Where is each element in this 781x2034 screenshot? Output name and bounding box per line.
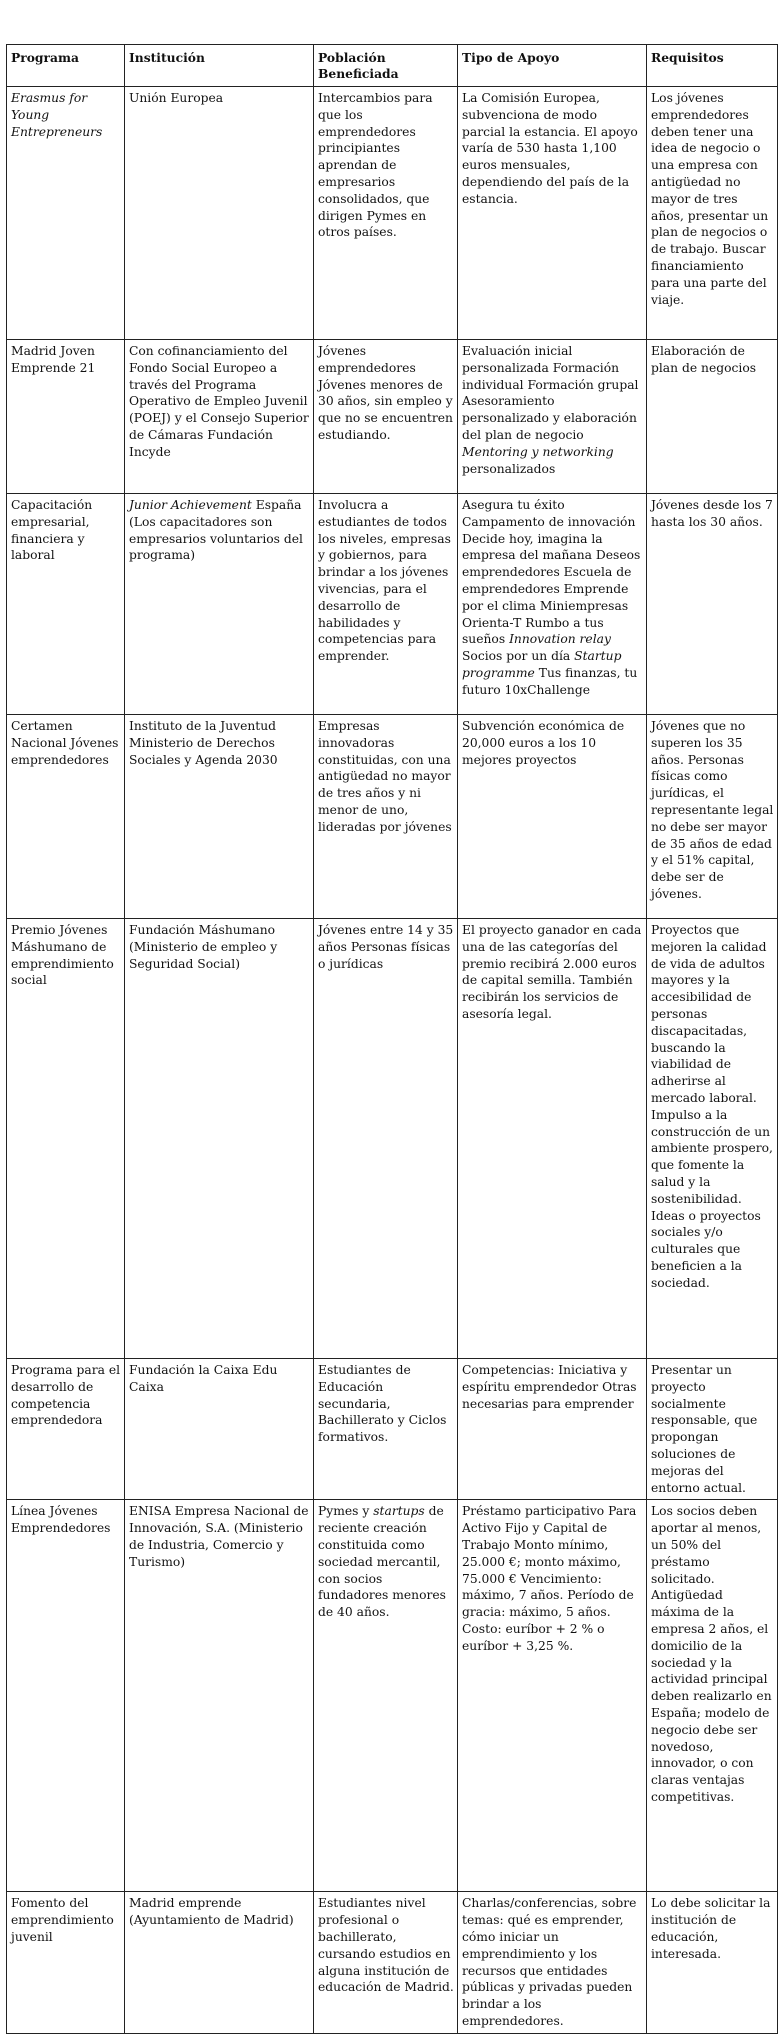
cell-requisitos: Elaboración de plan de negocios [647,340,778,494]
cell-institucion: Fundación Máshumano (Ministerio de empleo y Seguridad Social) [125,919,314,1359]
cell-programa: Erasmus for Young Entrepreneurs [7,87,125,340]
table-row [7,340,778,494]
cell-poblacion: Estudiantes nivel profesional o bachillerato, cursando estudios en alguna institución de educación de Madrid. [314,1892,458,2033]
header-programa: Programa [7,45,125,87]
cell-poblacion: Jóvenes emprendedores Jóvenes menores de 30 años, sin empleo y que no se encuentren estudiando. [314,340,458,494]
header-poblacion: Población Beneficiada [314,45,458,87]
cell-poblacion: Empresas innovadoras constituidas, con una antigüedad no mayor de tres años y ni menor de uno, lideradas por jóvenes [314,715,458,919]
cell-tipo-apoyo: El proyecto ganador en cada una de las categorías del premio recibirá 2.000 euros de capital semilla. También recibirán los servicios de asesoría legal. [458,919,647,1359]
cell-tipo-apoyo [458,340,647,494]
cell-programa: Programa para el desarrollo de competencia emprendedora [7,1359,125,1500]
table-row [7,919,778,1359]
text-run-italic: Mentoring y networking [462,444,614,459]
cell-tipo-apoyo: Subvención económica de 20,000 euros a los 10 mejores proyectos [458,715,647,919]
header-requisitos: Requisitos [647,45,778,87]
cell-institucion: Fundación la Caixa Edu Caixa [125,1359,314,1500]
cell-programa: Madrid Joven Emprende 21 [7,340,125,494]
cell-requisitos: Presentar un proyecto socialmente responsable, que propongan soluciones de mejoras del entorno actual. [647,1359,778,1500]
text-run: Socios por un día [462,649,575,664]
text-run-italic: Startup programme [462,649,622,680]
cell-requisitos: Lo debe solicitar la institución de educación, interesada. [647,1892,778,2033]
text-run: España (Los capacitadores son empresarios voluntarios del programa) [129,498,303,563]
cell-programa: Capacitación empresarial, financiera y laboral [7,494,125,715]
cell-poblacion: Intercambios para que los emprendedores principiantes aprendan de empresarios consolidados, que dirigen Pymes en otros países. [314,87,458,340]
cell-institucion [125,494,314,715]
text-run: Tus finanzas, tu futuro 10xChallenge [462,665,638,697]
cell-institucion: Unión Europea [125,87,314,340]
cell-tipo-apoyo: Charlas/conferencias, sobre temas: qué es emprender, cómo iniciar un emprendimiento y los recursos que entidades públicas y privadas pueden brindar a los emprendedores. [458,1892,647,2033]
table-header-row [7,45,778,87]
table-row [7,1892,778,2033]
table-row [7,1359,778,1500]
table-row [7,715,778,919]
cell-poblacion: Jóvenes entre 14 y 35 años Personas físicas o jurídicas [314,919,458,1359]
text-run: Evaluación inicial personalizada Formación individual Formación grupal Asesoramiento personalizado y elaboración del plan de negocio [462,344,639,442]
cell-tipo-apoyo [458,494,647,715]
cell-institucion: Con cofinanciamiento del Fondo Social Europeo a través del Programa Operativo de Empleo Juvenil (POEJ) y el Consejo Superior de Cámaras Fundación Incyde [125,340,314,494]
cell-poblacion [314,1500,458,1892]
text-run-italic: startups [373,1504,425,1519]
text-run: personalizados [462,461,556,476]
programs-table [6,44,778,2034]
cell-programa: Certamen Nacional Jóvenes emprendedores [7,715,125,919]
text-run: Pymes y [318,1504,374,1519]
cell-programa: Premio Jóvenes Máshumano de emprendimiento social [7,919,125,1359]
header-institucion: Institución [125,45,314,87]
text-run-italic: Innovation relay [509,632,611,647]
cell-tipo-apoyo: Competencias: Iniciativa y espíritu emprendedor Otras necesarias para emprender [458,1359,647,1500]
text-run: de reciente creación constituida como sociedad mercantil, con socios fundadores menores de 40 años. [318,1504,446,1620]
cell-poblacion: Estudiantes de Educación secundaria, Bachillerato y Ciclos formativos. [314,1359,458,1500]
cell-institucion: Instituto de la Juventud Ministerio de Derechos Sociales y Agenda 2030 [125,715,314,919]
cell-tipo-apoyo: Préstamo participativo Para Activo Fijo y Capital de Trabajo Monto mínimo, 25.000 €; monto máximo, 75.000 € Vencimiento: máximo, 7 años. Período de gracia: máximo, 5 años. Costo: euríbor + 2 % o euríbor + 3,25 %. [458,1500,647,1892]
cell-requisitos: Los socios deben aportar al menos, un 50% del préstamo solicitado. Antigüedad máxima de la empresa 2 años, el domicilio de la sociedad y la actividad principal deben realizarlo en España; modelo de negocio debe ser novedoso, innovador, o con claras ventajas competitivas. [647,1500,778,1892]
cell-tipo-apoyo: La Comisión Europea, subvenciona de modo parcial la estancia. El apoyo varía de 530 hasta 1,100 euros mensuales, dependiendo del país de la estancia. [458,87,647,340]
cell-requisitos: Jóvenes desde los 7 hasta los 30 años. [647,494,778,715]
header-tipo-apoyo: Tipo de Apoyo [458,45,647,87]
cell-institucion: ENISA Empresa Nacional de Innovación, S.A. (Ministerio de Industria, Comercio y Turismo) [125,1500,314,1892]
cell-requisitos: Proyectos que mejoren la calidad de vida de adultos mayores y la accesibilidad de personas discapacitadas, buscando la viabilidad de adherirse al mercado laboral. Impulso a la construcción de un ambiente prospero, que fomente la salud y la sostenibilidad. Ideas o proyectos sociales y/o culturales que beneficien a la sociedad. [647,919,778,1359]
table-row [7,494,778,715]
cell-programa: Línea Jóvenes Emprendedores [7,1500,125,1892]
cell-institucion: Madrid emprende (Ayuntamiento de Madrid) [125,1892,314,2033]
table-row [7,1500,778,1892]
text-run-italic: Junior Achievement [129,498,252,512]
cell-programa: Fomento del emprendimiento juvenil [7,1892,125,2033]
text-run: Asegura tu éxito Campamento de innovación Decide hoy, imagina la empresa del mañana Deseos emprendedores Escuela de emprendedores Emprende por el clima Miniempresas Orienta-T Rumbo a tus sueños [462,498,641,647]
table-row [7,87,778,340]
cell-requisitos: Jóvenes que no superen los 35 años. Personas físicas como jurídicas, el representante legal no debe ser mayor de 35 años de edad y el 51% capital, debe ser de jóvenes. [647,715,778,919]
cell-poblacion: Involucra a estudiantes de todos los niveles, empresas y gobiernos, para brindar a los jóvenes vivencias, para el desarrollo de habilidades y competencias para emprender. [314,494,458,715]
cell-requisitos: Los jóvenes emprendedores deben tener una idea de negocio o una empresa con antigüedad no mayor de tres años, presentar un plan de negocios o de trabajo. Buscar financiamiento para una parte del viaje. [647,87,778,340]
